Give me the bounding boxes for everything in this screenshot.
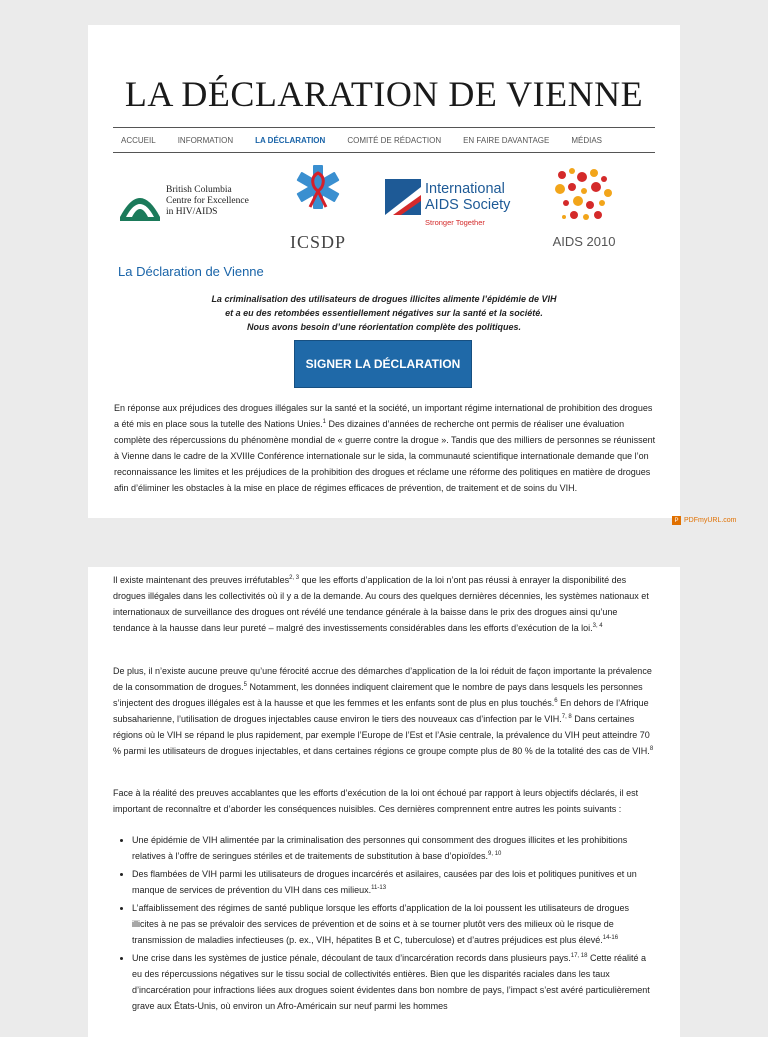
paragraph-1: En réponse aux préjudices des drogues illégales sur la santé et la société, un important régime international de prohibition des drogues a été mis en place sous la tutelle des Nations Unies.$^1$ Des dizaines d’années de recherche ont permis de réaliser une évaluation complète des répercussions du phénomène mondial de « guerre contre la drogue ». Tandis que des milliers de personnes se réunissent à Vienne dans le cadre de la XVIIIe Conférence internationale sur le sida, la communauté scientifique internationale demande que l’on reconnaissance les limites et les préjudices de la prohibition des drogues et réclame une réforme des politiques en matière de drogues afin d’éliminer les obstacles à la mise en place de régimes efficaces de prévention, de traitement et de soins du VIH. <box>114 403 656 493</box>
icsdp-logo[interactable] <box>283 163 353 253</box>
paragraph-2: Il existe maintenant des preuves irréfutables$^{2, 3}$ que les efforts d’application de la loi n’ont pas réussi à enrayer la disponibilité des drogues illégales dans les collectivités où il y a de la demande. Au cours des quelques dernières décennies, les systèmes nationaux et internationaux de surveillance des drogues ont révélé une tendance générale à la baisse dans le prix des drogues ainsi qu’une tendance à la hausse dans leur pureté – malgré des investissements considérables dans les efforts d’exécution de la loi.$^{3, 4}$ <box>113 575 649 633</box>
intro-line-2: et a eu des retombées essentiellement négatives sur la santé et la société. <box>225 308 543 318</box>
ias-flag-icon <box>385 179 421 215</box>
list-item: • Une crise dans les systèmes de justice pénale, découlant de taux d’incarcération records dans plusieurs pays.$^{17, 18}$ Cette réalité a eu des répercussions négatives sur le tissu social de collectivités entières. Bien que les disparités raciales dans les taux d’incarcération pour infractions liées aux drogues soient évidentes dans bon nombre de pays, l’impact s’est avéré particulièrement grave aux États-Unis, où environ un Afro-Américain sur neuf parmi les hommes <box>132 950 655 1014</box>
footnote-ref[interactable]: 1 <box>322 419 326 425</box>
list-item: • Des flambées de VIH parmi les utilisateurs de drogues incarcérés et asilaires, causées par des lois et politiques punitives et un manque de services de prévention du VIH dans ces milieux.$^{11-13}$ <box>132 866 655 898</box>
footnote-ref[interactable]: 8 <box>649 746 654 752</box>
intro-statement <box>113 292 655 334</box>
bc-centre-line-3: in HIV/AIDS <box>166 207 218 217</box>
aids-2010-label: AIDS 2010 <box>552 234 616 249</box>
bc-centre-logo[interactable] <box>118 181 258 231</box>
document-page-1 <box>88 25 680 518</box>
page-title: LA DÉCLARATION DE VIENNE <box>124 74 644 114</box>
footnote-ref[interactable]: 11-13 <box>371 885 387 891</box>
nav-item-comite-de-redaction[interactable]: COMITÉ DE RÉDACTION <box>347 135 442 145</box>
nav-item-medias[interactable]: MÉDIAS <box>571 135 603 145</box>
bc-centre-line-1: British Columbia <box>166 185 232 195</box>
ias-line-2: AIDS Society <box>425 197 511 213</box>
sign-declaration-button[interactable]: SIGNER LA DÉCLARATION <box>294 340 472 388</box>
partner-logos <box>113 163 655 253</box>
pdf-icon: P <box>672 516 681 525</box>
main-nav <box>113 127 655 153</box>
footnote-ref[interactable]: 17, 18 <box>570 953 588 959</box>
bc-centre-emblem-icon <box>118 181 162 225</box>
footnote-ref[interactable]: 14-16 <box>602 935 619 941</box>
bc-centre-line-2: Centre for Excellence <box>166 196 249 206</box>
nav-item-accueil[interactable]: ACCUEIL <box>121 135 156 145</box>
footnote-ref[interactable]: 5 <box>243 682 247 688</box>
list-item: • L’affaiblissement des régimes de santé publique lorsque les efforts d’application de la loi poussent les utilisateurs de drogues illicites à ne pas se prévaloir des services de prévention et de soins et à se tourner plutôt vers des milieux où le risque de transmission de maladies infectieuses (p. ex., VIH, hépatites B et C, tuberculose) et d’autres préjudices est plus élevé.$^{14-16}$ <box>132 900 655 948</box>
paragraph-4: Face à la réalité des preuves accablantes que les efforts d’exécution de la loi ont échoué par rapport à leurs objectifs déclarés, il est important de reconnaître et d’aborder les conséquences nuisibles. Ces dernières comprennent entre autres les points suivants : <box>113 788 639 814</box>
footnote-ref[interactable]: 9, 10 <box>488 851 502 857</box>
nav-item-en-faire-davantage[interactable]: EN FAIRE DAVANTAGE <box>463 135 550 145</box>
footnote-ref[interactable]: 7, 8 <box>561 714 572 720</box>
consequences-list <box>113 832 655 1016</box>
ias-tagline: Stronger Together <box>425 218 485 227</box>
document-page-2 <box>88 567 680 1037</box>
pdfmyurl-badge[interactable] <box>672 516 737 525</box>
intro-line-1: La criminalisation des utilisateurs de drogues illicites alimente l’épidémie de VIH <box>211 294 557 304</box>
ias-line-1: International <box>425 181 505 197</box>
list-item: • Une épidémie de VIH alimentée par la criminalisation des personnes qui consomment des drogues illicites et les prohibitions relatives à l’offre de seringues stériles et de traitements de substitution à base d’opioïdes.$^{9, 10}$ <box>132 832 655 864</box>
footnote-ref[interactable]: 3, 4 <box>592 623 603 629</box>
nav-item-information[interactable]: INFORMATION <box>177 135 234 145</box>
section-heading: La Déclaration de Vienne <box>118 264 264 279</box>
icsdp-label: ICSDP <box>289 232 347 252</box>
aids-2010-dots-icon <box>552 163 616 229</box>
footnote-ref[interactable]: 6 <box>554 698 558 704</box>
aids-2010-logo[interactable] <box>549 163 619 253</box>
nav-item-la-declaration[interactable]: LA DÉCLARATION <box>255 135 326 145</box>
pdfmyurl-label: PDFmyURL.com <box>684 517 737 524</box>
ias-logo[interactable] <box>385 175 525 235</box>
paragraph-3: De plus, il n’existe aucune preuve qu’une férocité accrue des démarches d’application de la loi réduit de façon importante la prévalence de la consommation de drogues.$^5$ Notamment, les données indiquent clairement que le nombre de pays dans lesquels les personnes s’injectent des drogues illégales est à la hausse et que les femmes et les enfants sont de plus en plus touchés.$^6$ En dehors de l’Afrique subsaharienne, l’utilisation de drogues injectables cause environ le tiers des nouveaux cas d’infection par le VIH.$^{7, 8}$ Dans certaines régions où le VIH se répand le plus rapidement, par exemple l’Europe de l’Est et l’Asie centrale, la prévalence du VIH peut atteindre 70 % parmi les utilisateurs de drogues injectables, et dans certaines régions ce groupe compte plus de 80 % de la totalité des cas de VIH.$^8$ <box>113 666 654 756</box>
intro-line-3: Nous avons besoin d’une réorientation complète des politiques. <box>246 322 522 332</box>
footnote-ref[interactable]: 2, 3 <box>289 575 300 581</box>
star-of-life-ribbon-icon <box>296 163 340 219</box>
